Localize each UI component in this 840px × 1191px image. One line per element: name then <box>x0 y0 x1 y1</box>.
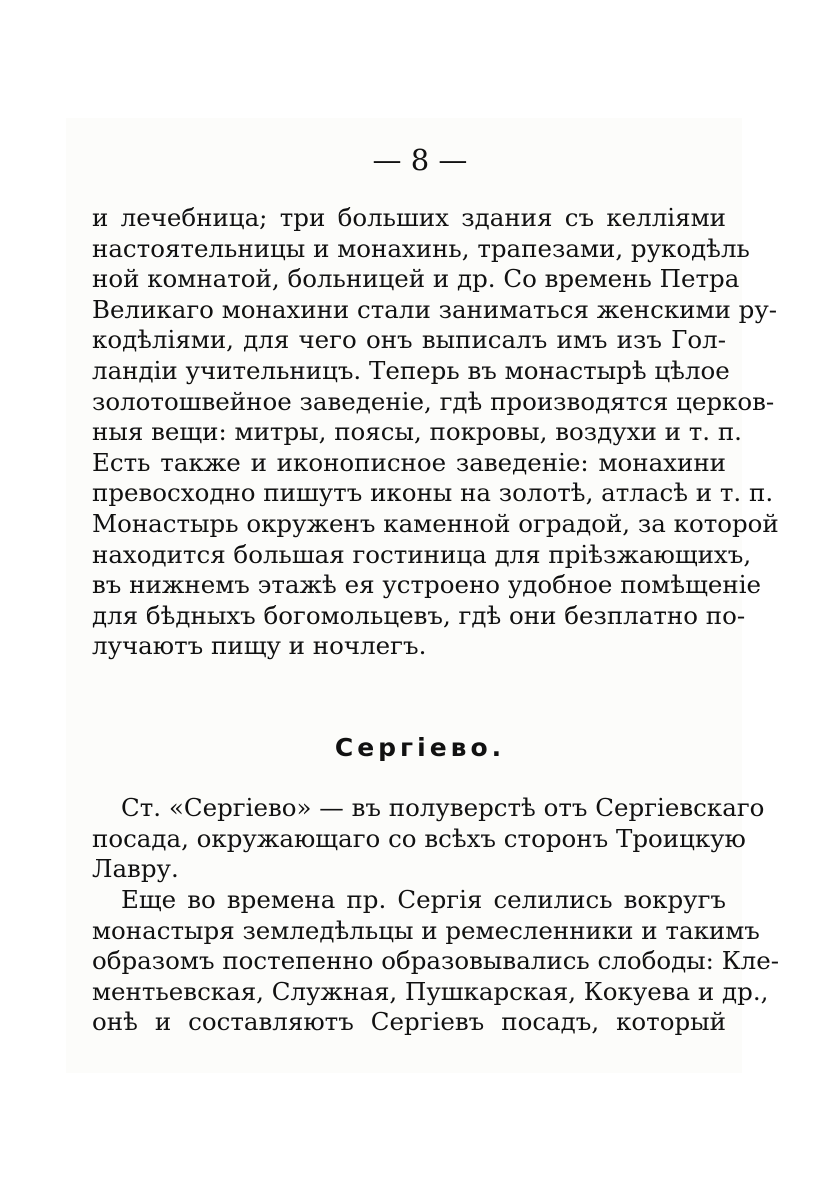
text-line: Еще во времена пр. Сергія селились вокругъ <box>121 885 726 914</box>
text-line: посада, окружающаго со всѣхъ сторонъ Троицкую <box>92 823 746 853</box>
text-line: образомъ постепенно образовывались слободы: Кле- <box>92 946 780 976</box>
text-line: Лавру. <box>92 854 179 884</box>
text-line: ландіи учительницъ. Теперь въ монастырѣ цѣлое <box>92 355 730 385</box>
text-line: для бѣдныхъ богомольцевъ, гдѣ они безплатно по- <box>92 600 746 630</box>
text-line: Монастырь окруженъ каменной оградой, за которой <box>92 508 779 538</box>
text-line: кодѣліями, для чего онъ выписалъ имъ изъ Гол- <box>92 325 726 355</box>
text-line: Есть также и иконописное заведеніе: монахини <box>92 447 726 477</box>
section-heading: Сергіево. <box>334 733 506 762</box>
text-line: въ нижнемъ этажѣ ея устроено удобное помѣщеніе <box>92 570 762 600</box>
text-line: лучаютъ пищу и ночлегъ. <box>92 631 427 661</box>
text-line: и лечебница; три больших здания съ келліями <box>92 203 726 232</box>
text-line: золотошвейное заведеніе, гдѣ производятся церков- <box>92 386 775 416</box>
text-line: превосходно пишутъ иконы на золотѣ, атласѣ и т. п. <box>92 478 774 508</box>
page-number: — 8 — <box>372 143 468 177</box>
text-line: Великаго монахини стали заниматься женскими ру- <box>92 294 778 324</box>
paragraph-posad-history <box>92 885 780 1038</box>
text-line: монастыря земледѣльцы и ремесленники и такимъ <box>92 915 760 945</box>
text-line: находится большая гостиница для пріѣзжающихъ, <box>92 539 752 569</box>
text-line: Ст. «Сергіево» — въ полуверстѣ отъ Сергіевскаго <box>121 793 765 822</box>
paragraph-monastery-description <box>92 203 779 662</box>
text-line: настоятельницы и монахинь, трапезами, рукодѣль <box>92 233 750 263</box>
text-line: ныя вещи: митры, поясы, покровы, воздухи и т. п. <box>92 417 742 447</box>
text-line: онѣ и составляютъ Сергіевъ посадъ, который <box>92 1007 726 1037</box>
paragraph-station-description <box>92 793 765 885</box>
text-line: ментьевская, Служная, Пушкарская, Кокуева и др., <box>92 976 769 1006</box>
text-line: ной комнатой, больницей и др. Со времень Петра <box>92 264 740 294</box>
